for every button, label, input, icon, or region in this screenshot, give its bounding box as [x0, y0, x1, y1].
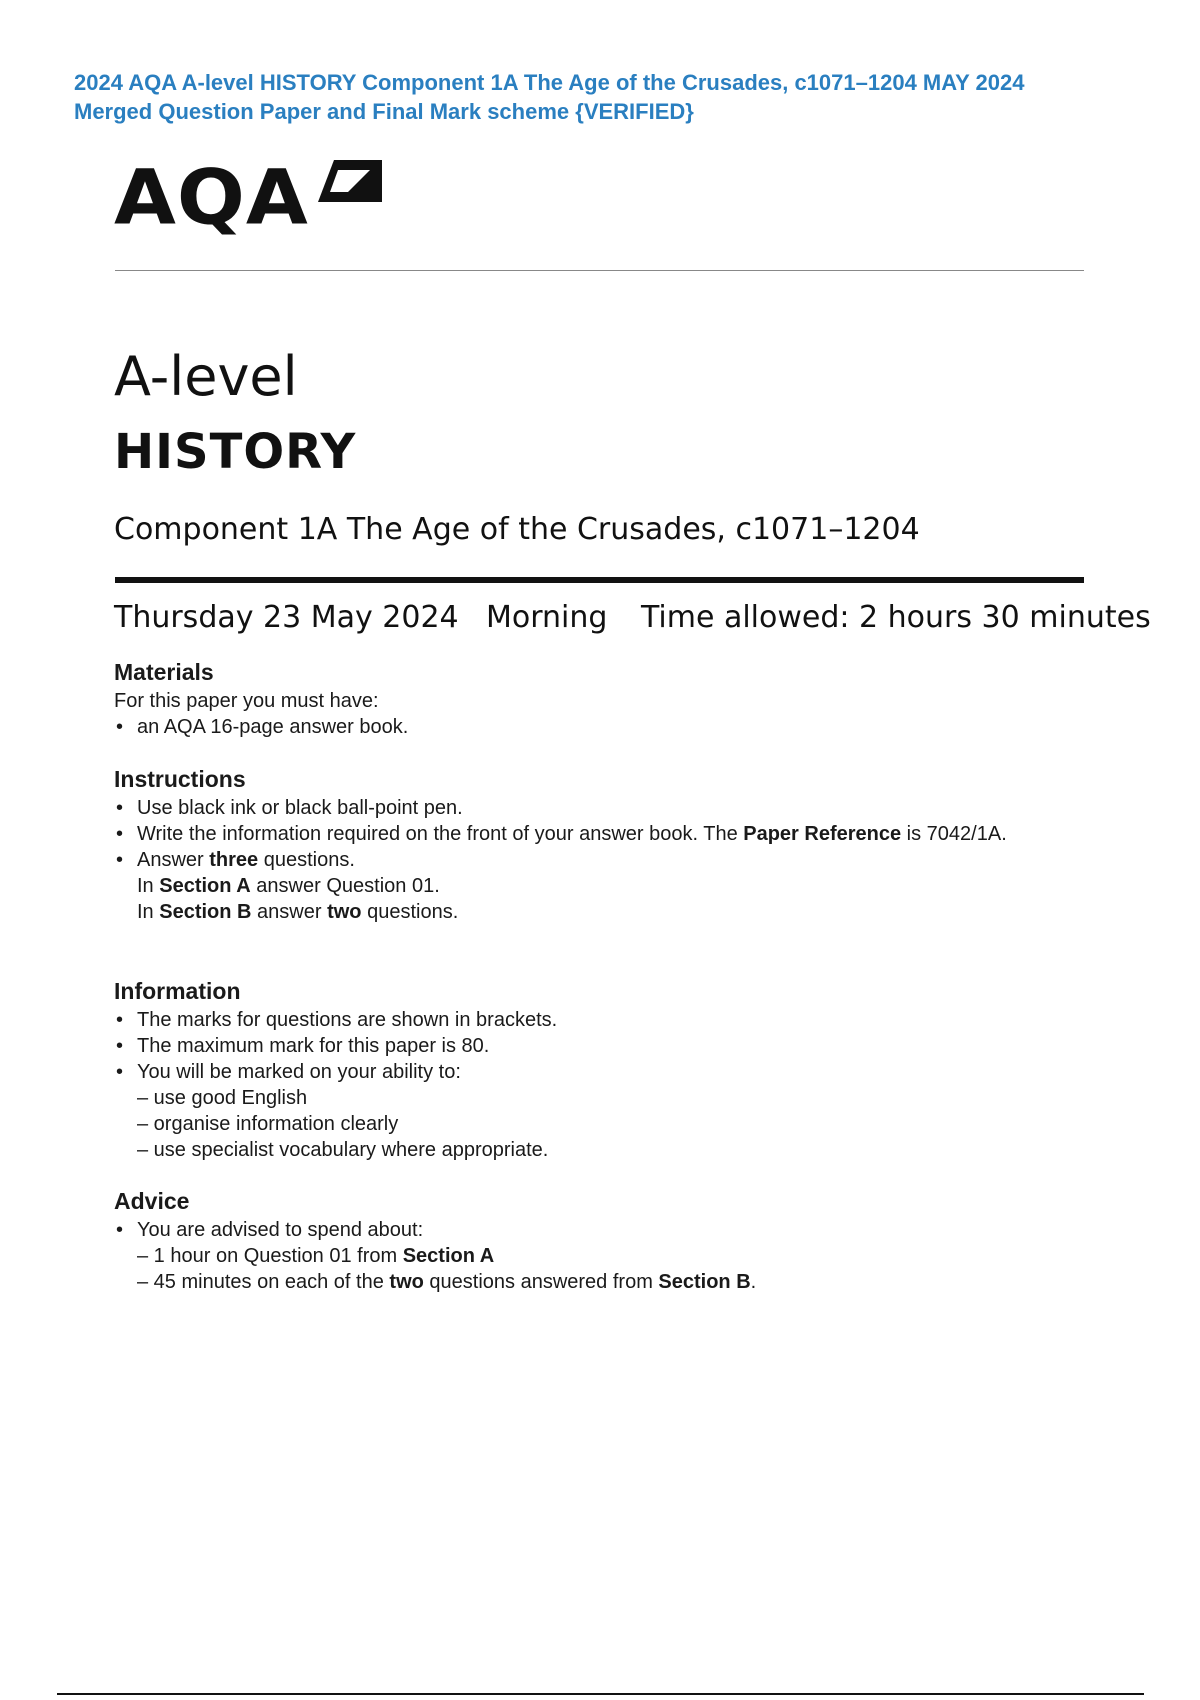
instruction-bold: Paper Reference: [743, 823, 902, 845]
advice-bold: two: [389, 1271, 424, 1293]
instruction-text: Write the information required on the front of your answer book. The: [137, 823, 744, 845]
component-title: Component 1A The Age of the Crusades, c1071–1204: [114, 512, 920, 547]
advice-subline: [114, 1269, 1074, 1295]
information-item: • You will be marked on your ability to:: [114, 1059, 1074, 1085]
aqa-logo-mark-icon: [312, 158, 386, 222]
advice-bold: Section B: [658, 1271, 751, 1293]
information-item: • The maximum mark for this paper is 80.: [114, 1033, 1074, 1059]
aqa-logo-text: AQA: [114, 153, 309, 242]
instruction-text: In: [137, 875, 160, 897]
instruction-text: is 7042/1A.: [901, 823, 1007, 845]
instruction-text: questions.: [258, 849, 355, 871]
time-allowed: Time allowed: 2 hours 30 minutes: [641, 600, 1151, 635]
banner-line-1: 2024 AQA A-level HISTORY Component 1A The Age of the Crusades, c1071–1204 MAY 2024: [74, 70, 1025, 95]
instruction-text: In: [137, 901, 160, 923]
instruction-item: [114, 847, 1074, 873]
subject-title: HISTORY: [114, 424, 357, 480]
advice-section: [114, 1187, 1074, 1295]
aqa-logo: [114, 153, 309, 242]
exam-dateline: [114, 600, 1151, 640]
advice-bold: Section A: [402, 1245, 495, 1267]
advice-item: • You are advised to spend about:: [114, 1217, 1074, 1243]
exam-date: Thursday 23 May 2024: [114, 600, 459, 635]
information-subline: – use specialist vocabulary where appropriate.: [137, 1139, 549, 1161]
instruction-text: answer Question 01.: [250, 875, 440, 897]
banner-line-2: Merged Question Paper and Final Mark scheme {VERIFIED}: [74, 99, 694, 124]
instruction-bold: two: [327, 901, 362, 923]
advice-text: .: [750, 1271, 757, 1293]
instruction-subline: [114, 873, 1074, 899]
information-subline: – organise information clearly: [137, 1113, 399, 1135]
instruction-text: answer: [251, 901, 328, 923]
instructions-section: [114, 765, 1074, 925]
instruction-subline: [114, 899, 1074, 925]
advice-text: questions answered from: [423, 1271, 659, 1293]
information-heading: Information: [114, 978, 241, 1004]
materials-section: [114, 658, 1074, 740]
advice-heading: Advice: [114, 1188, 190, 1214]
materials-item: • an AQA 16-page answer book.: [114, 714, 1074, 740]
advice-text: – 45 minutes on each of the: [137, 1271, 390, 1293]
document-banner: [74, 68, 1134, 126]
instruction-item: [114, 821, 1074, 847]
instruction-bold: Section A: [159, 875, 251, 897]
header-divider: [115, 270, 1084, 271]
instruction-item: • Use black ink or black ball-point pen.: [114, 795, 1074, 821]
exam-session: Morning: [486, 600, 608, 635]
information-subline: – use good English: [137, 1087, 308, 1109]
title-divider: [115, 577, 1084, 583]
advice-subline: [114, 1243, 1074, 1269]
advice-text: – 1 hour on Question 01 from: [137, 1245, 403, 1267]
information-item: • The marks for questions are shown in brackets.: [114, 1007, 1074, 1033]
footer-divider: [57, 1693, 1144, 1695]
materials-heading: Materials: [114, 659, 214, 685]
instruction-bold: Section B: [159, 901, 252, 923]
information-section: [114, 977, 1074, 1163]
instruction-bold: three: [209, 849, 259, 871]
materials-intro: For this paper you must have:: [114, 690, 379, 712]
instruction-text: questions.: [361, 901, 459, 923]
qualification-level: A-level: [114, 345, 298, 408]
instructions-heading: Instructions: [114, 766, 246, 792]
instruction-text: Answer: [137, 849, 210, 871]
